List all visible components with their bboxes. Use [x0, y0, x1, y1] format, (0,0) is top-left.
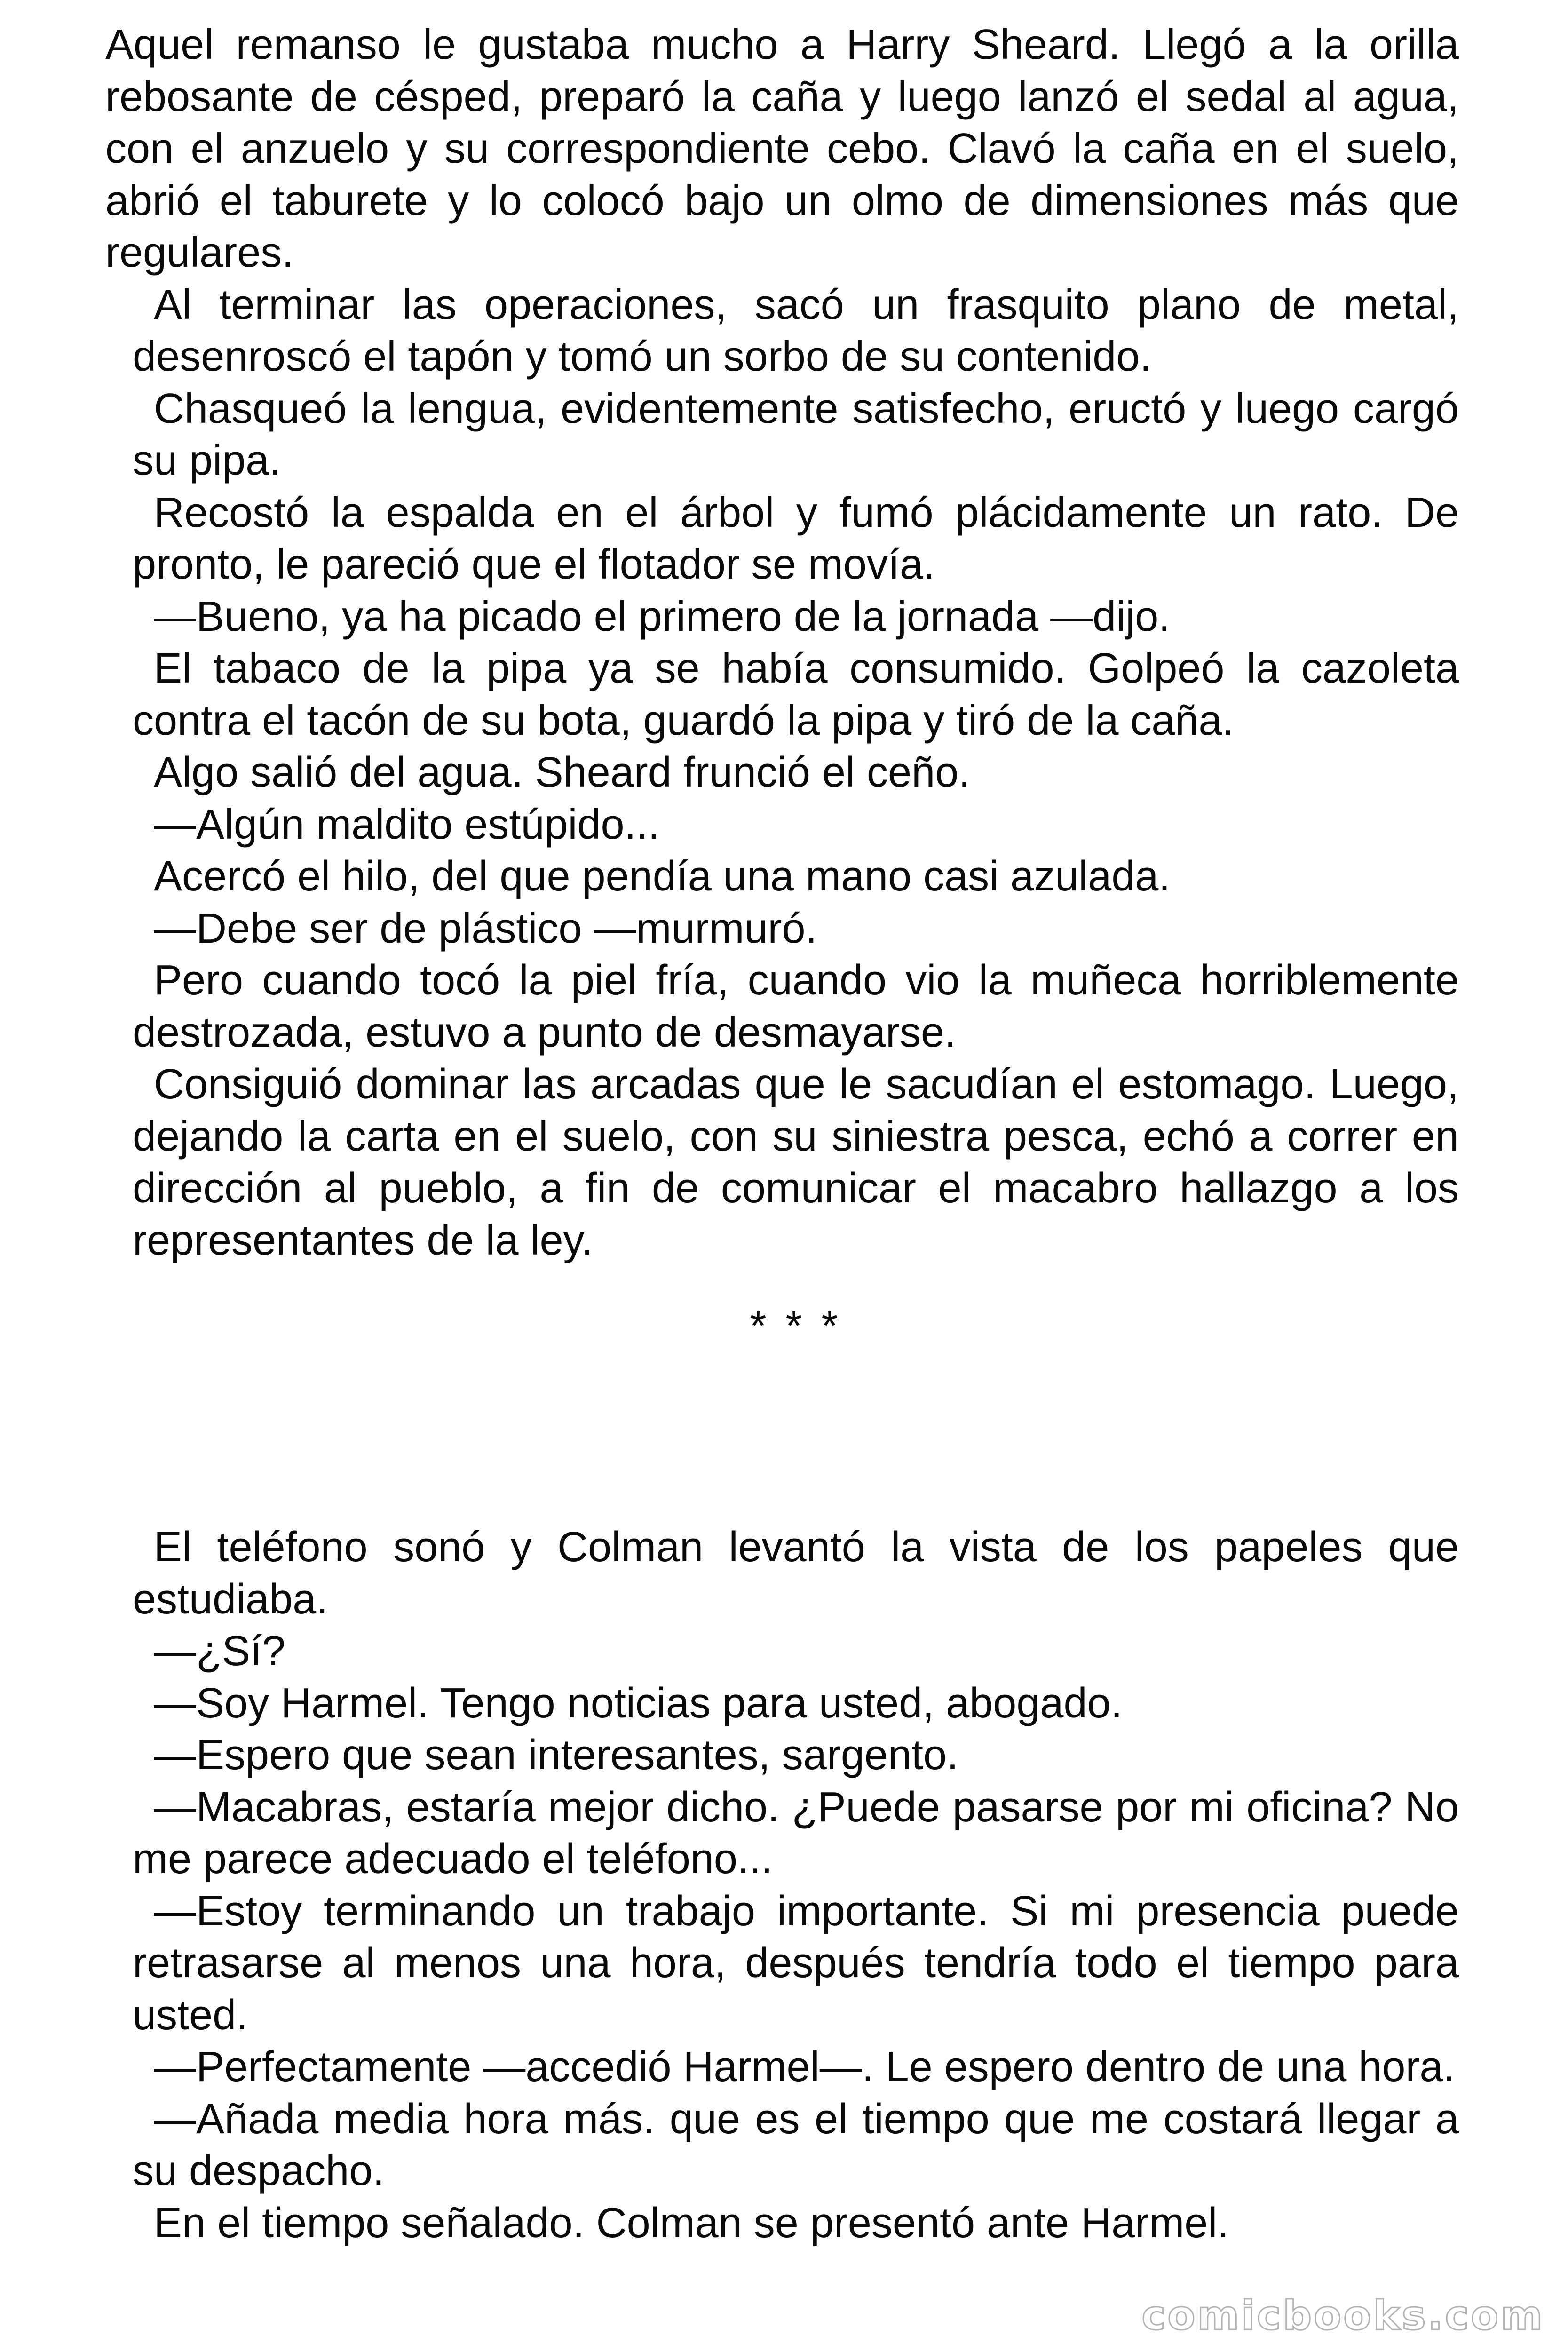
- paragraph: El teléfono sonó y Colman levantó la vista de los papeles que estudiaba.: [133, 1524, 1459, 1623]
- paragraph: El tabaco de la pipa ya se había consumido. Golpeó la cazoleta contra el tacón de su bota, guardó la pipa y tiró de la caña.: [133, 645, 1459, 744]
- paragraph: —Estoy terminando un trabajo importante. Si mi presencia puede retrasarse al menos una hora, después tendría todo el tiempo para usted.: [133, 1887, 1459, 2039]
- paragraph: Chasqueó la lengua, evidentemente satisfecho, eructó y luego cargó su pipa.: [133, 385, 1459, 484]
- watermark-logo: comicbooks.com: [1141, 2292, 1544, 2339]
- paragraph: —¿Sí?: [154, 1628, 286, 1675]
- paragraph: En el tiempo señalado. Colman se presentó ante Harmel.: [154, 2199, 1229, 2247]
- paragraph: —Debe ser de plástico —murmuró.: [154, 905, 817, 952]
- paragraph: —Bueno, ya ha picado el primero de la jornada —dijo.: [154, 593, 1171, 640]
- paragraph: Al terminar las operaciones, sacó un frasquito plano de metal, desenroscó el tapón y tomó un sorbo de su contenido.: [133, 281, 1459, 380]
- paragraph: Recostó la espalda en el árbol y fumó plácidamente un rato. De pronto, le pareció que el flotador se movía.: [133, 489, 1459, 588]
- paragraph: —Espero que sean interesantes, sargento.: [154, 1732, 959, 1779]
- paragraph: Acercó el hilo, del que pendía una mano casi azulada.: [154, 853, 1171, 900]
- paragraph: Pero cuando tocó la piel fría, cuando vio la muñeca horriblemente destrozada, estuvo a punto de desmayarse.: [133, 957, 1459, 1056]
- paragraph: Algo salió del agua. Sheard frunció el ceño.: [154, 749, 971, 796]
- paragraph: Aquel remanso le gustaba mucho a Harry Sheard. Llegó a la orilla rebosante de césped, preparó la caña y luego lanzó el sedal al agua, con el anzuelo y su correspondiente cebo. Clavó la caña en el suelo, abrió el taburete y lo colocó bajo un olmo de dimensiones más que regulares.: [105, 21, 1459, 276]
- page-text: [105, 19, 1459, 2249]
- paragraph: Consiguió dominar las arcadas que le sacudían el estomago. Luego, dejando la carta en el suelo, con su siniestra pesca, echó a correr en dirección al pueblo, a fin de comunicar el macabro hallazgo a los representantes de la ley.: [133, 1061, 1459, 1264]
- paragraph: —Soy Harmel. Tengo noticias para usted, abogado.: [154, 1679, 1123, 1727]
- section-separator: * * *: [750, 1303, 842, 1350]
- paragraph: —Macabras, estaría mejor dicho. ¿Puede pasarse por mi oficina? No me parece adecuado el teléfono...: [133, 1783, 1459, 1883]
- paragraph: —Algún maldito estúpido...: [154, 801, 660, 848]
- paragraph: —Añada media hora más. que es el tiempo que me costará llegar a su despacho.: [133, 2095, 1459, 2194]
- paragraph: —Perfectamente —accedió Harmel—. Le espero dentro de una hora.: [154, 2043, 1455, 2090]
